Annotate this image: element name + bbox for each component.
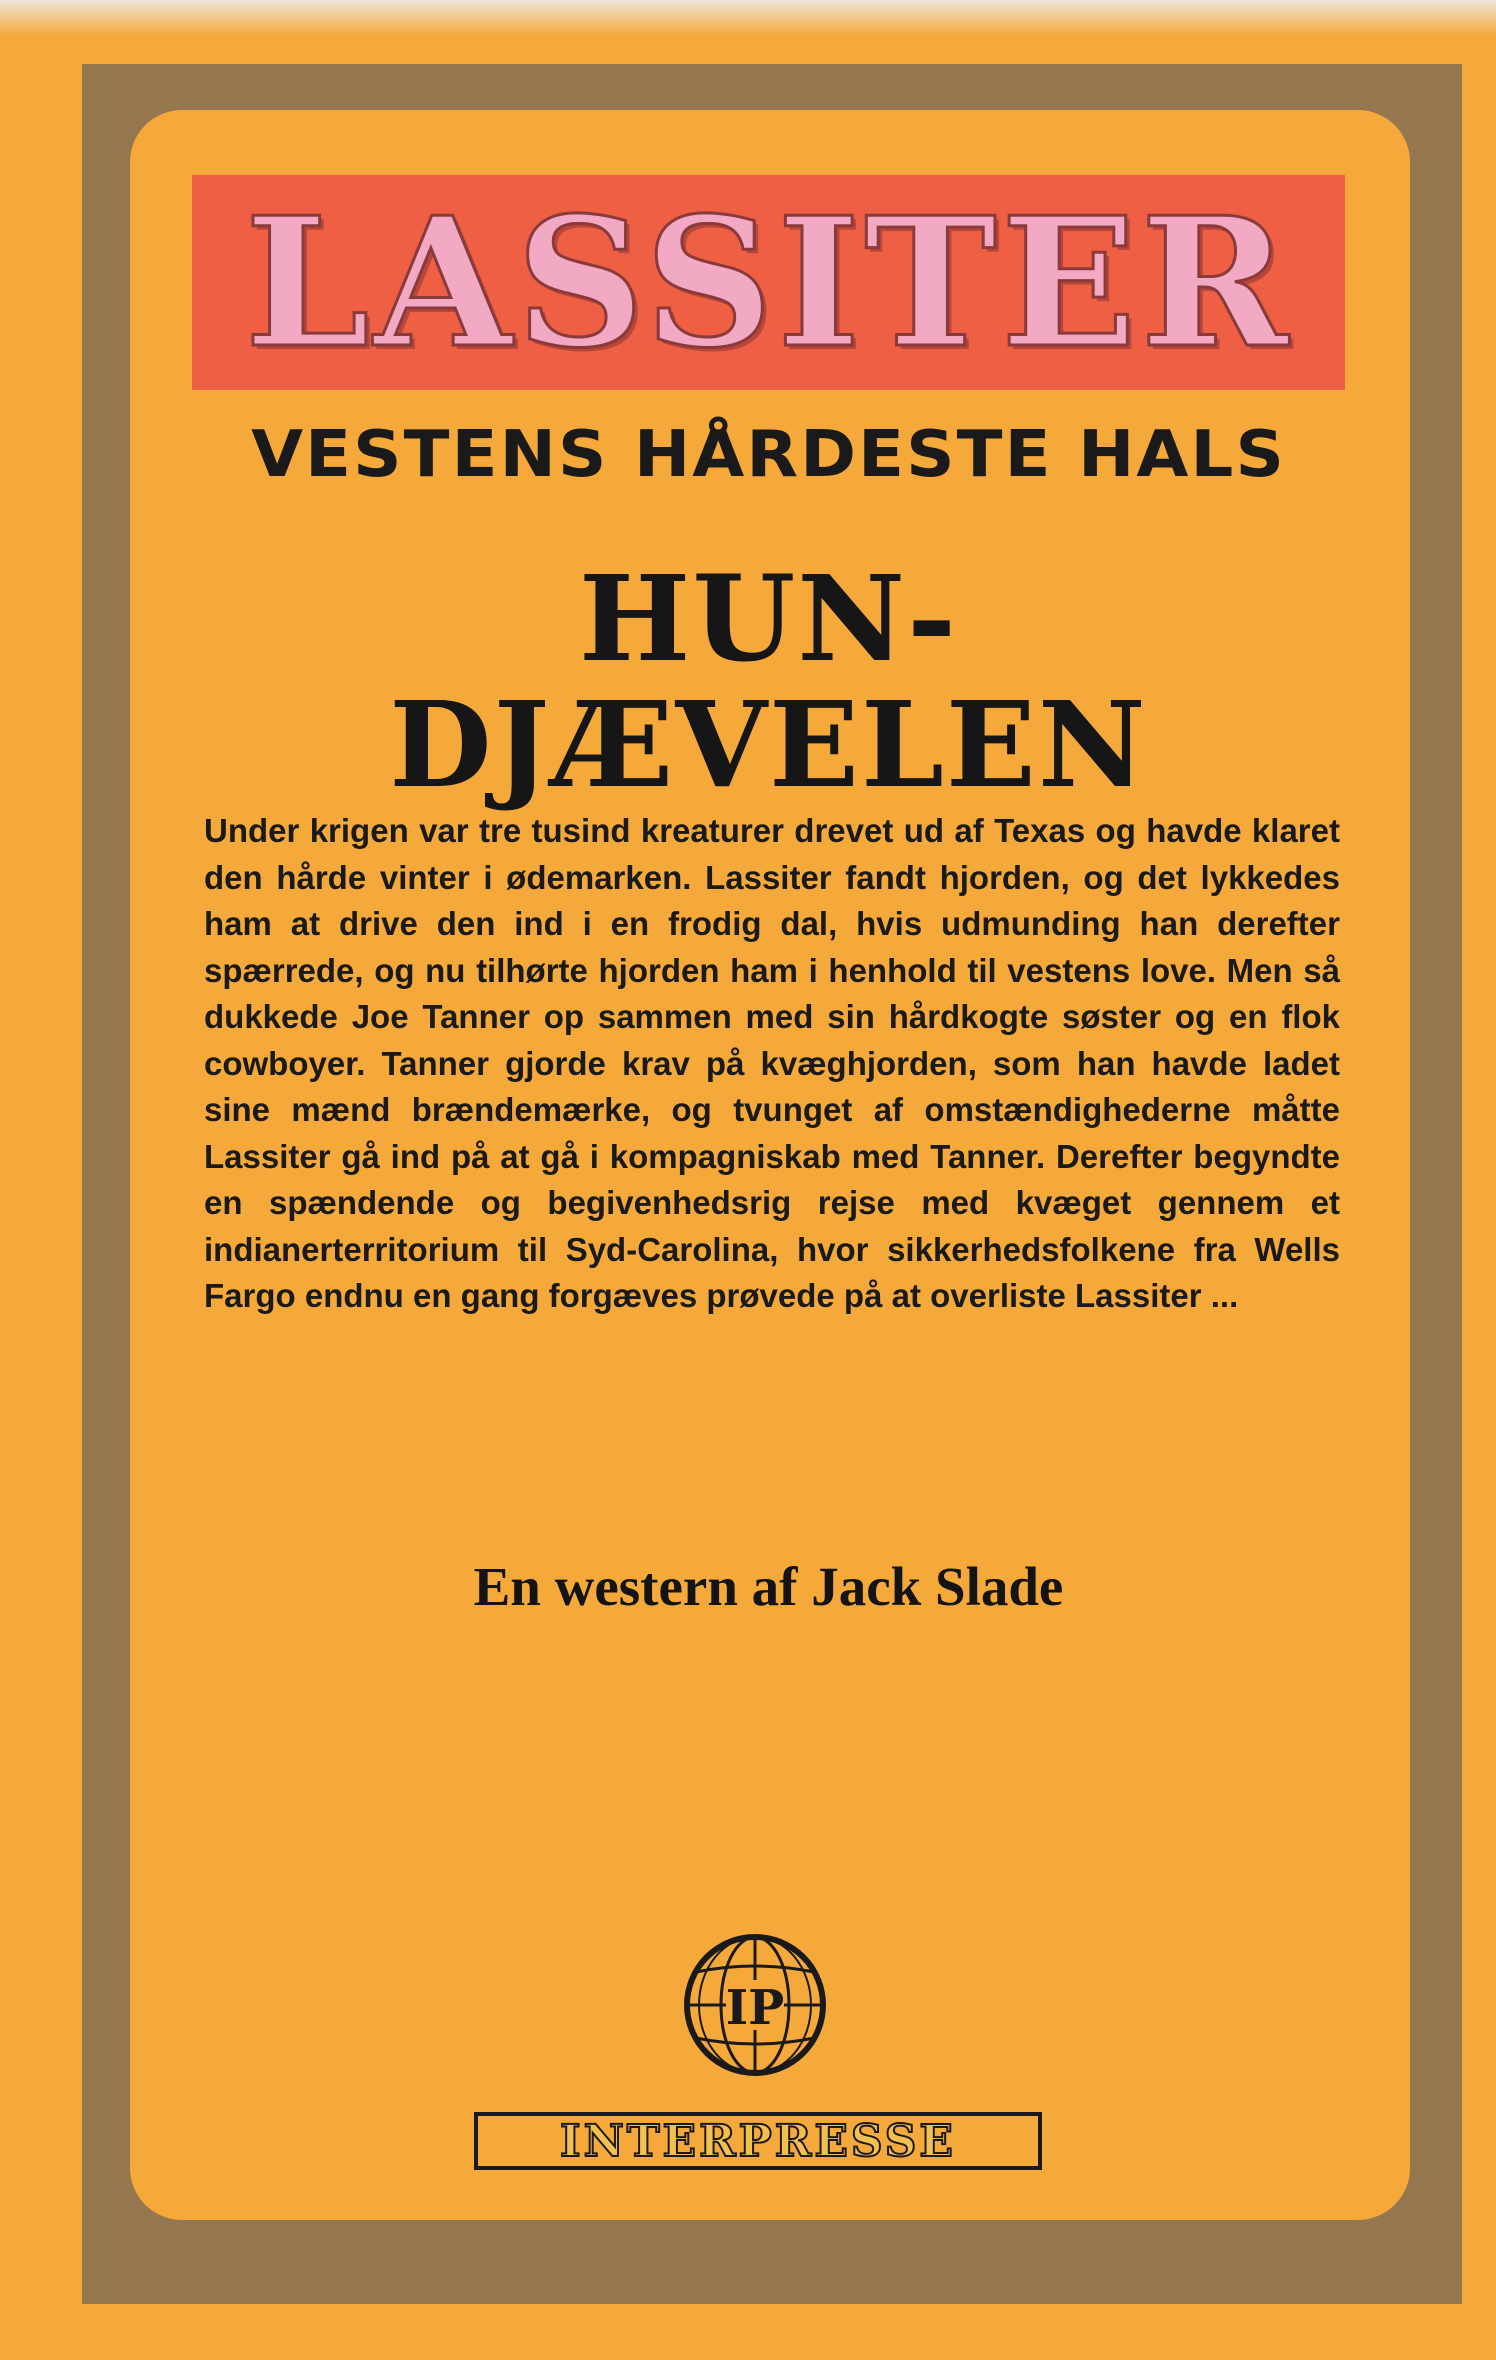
book-title [192, 549, 1345, 814]
publisher-name: INTERPRESSE [474, 2112, 1042, 2170]
publisher-logo-letters: IP [725, 1980, 785, 2036]
worn-top-edge [0, 0, 1496, 36]
book-title-line-1: HUN- [578, 549, 959, 688]
globe-icon [680, 1930, 830, 2080]
book-title-line-2: DJÆVELEN [389, 675, 1148, 814]
series-tagline: VESTENS HÅRDESTE HALS [251, 418, 1286, 492]
author-line: En western af Jack Slade [473, 1556, 1064, 1617]
brand-title: LASSITER [244, 177, 1293, 387]
blurb-text: Under krigen var tre tusind kreaturer drevet ud af Texas og havde klaret den hårde vinter i ødemarken. Lassiter fandt hjorden, og det lykkedes ham at drive den ind i en frodig dal, hvis udmunding han derefter spærrede, og nu tilhørte hjorden ham i henhold til vestens love. Men så dukkede Joe Tanner op sammen med sin hårdkogte søster og en flok cowboyer. Tanner gjorde krav på kvæghjorden, som han havde ladet sine mænd brændemærke, og tvunget af omstændighederne måtte Lassiter gå ind på at gå i kompagniskab med Tanner. Derefter begyndte en spændende og begivenhedsrig rejse med kvæget gennem et indianerterritorium til Syd-Carolina, hvor sikkerhedsfolkene fra Wells Fargo endnu en gang forgæves prøvede på at overliste Lassiter ... [204, 812, 1340, 1314]
brand-banner [192, 175, 1345, 390]
